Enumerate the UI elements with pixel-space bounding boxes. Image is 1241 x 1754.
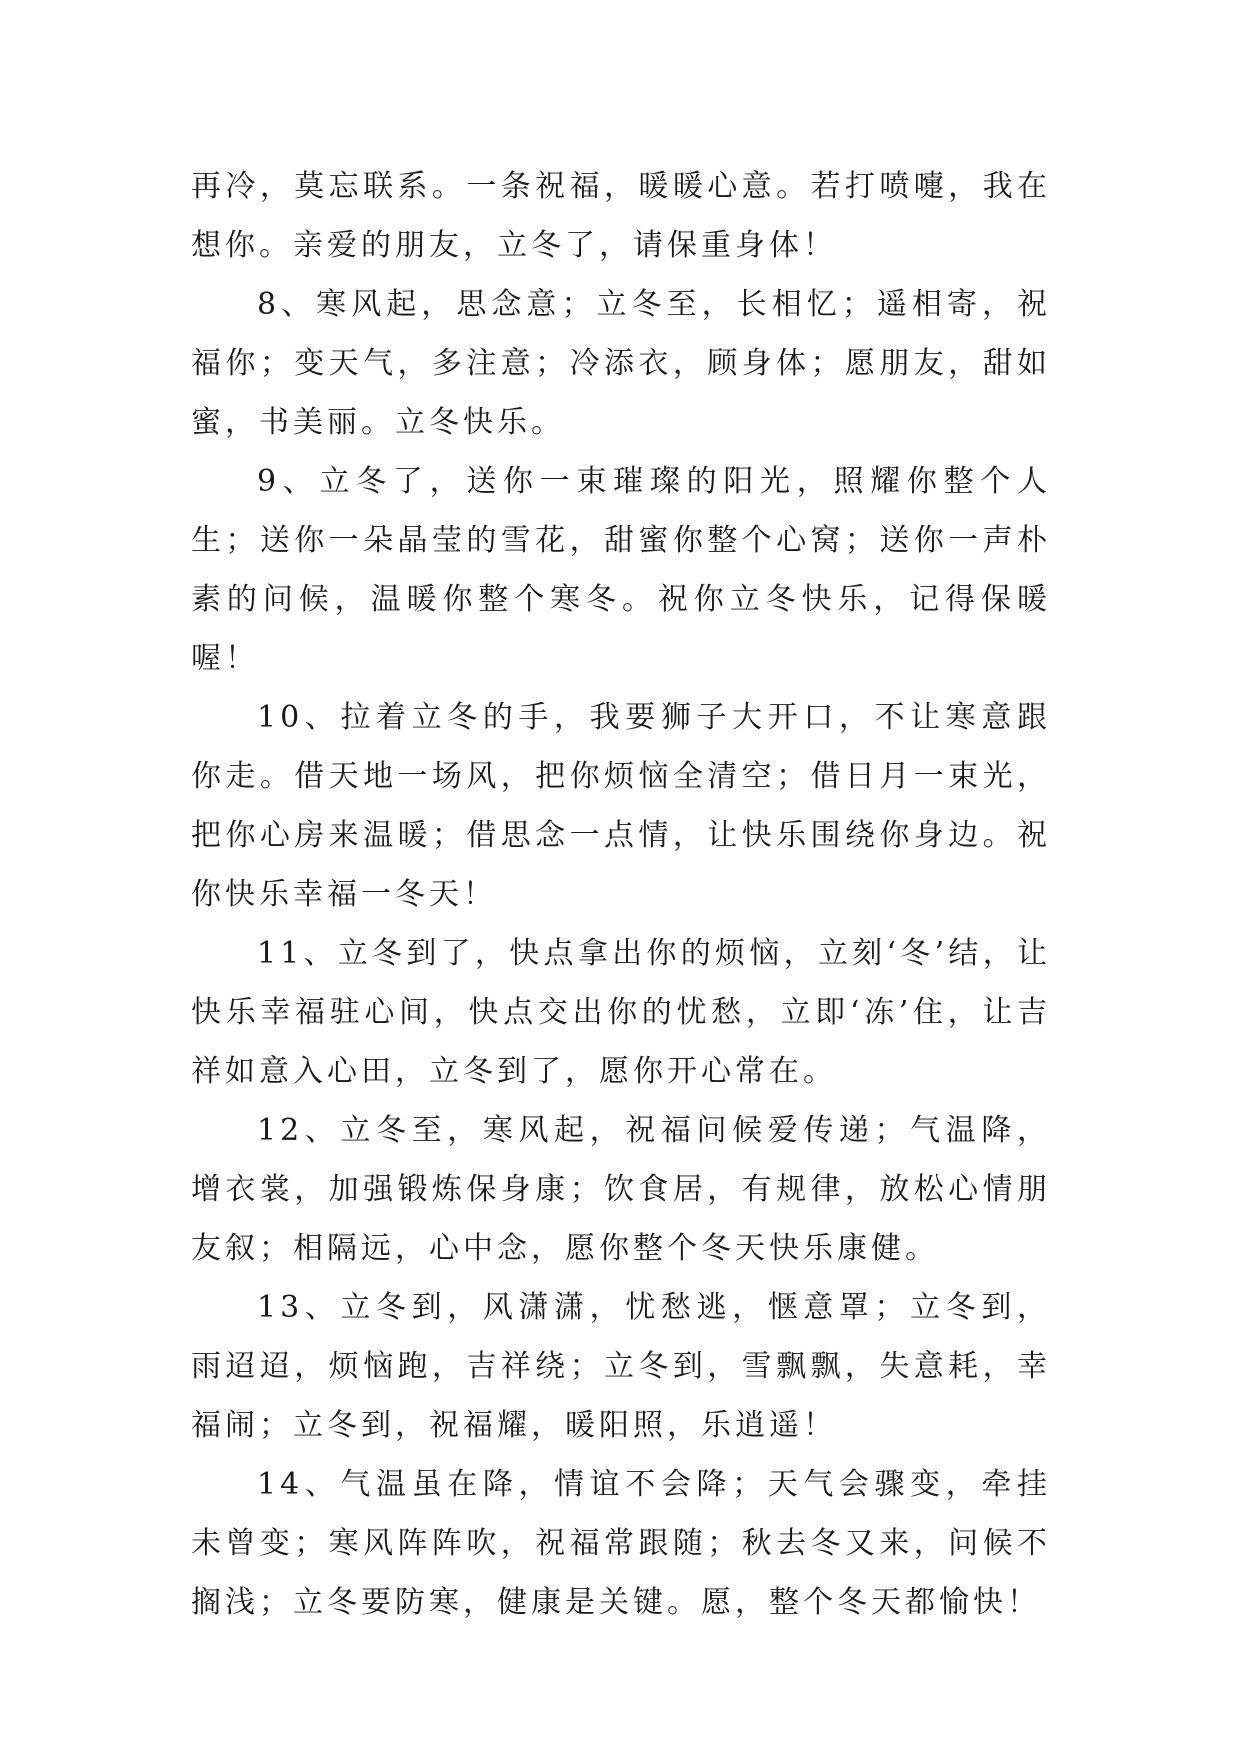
paragraph-11: 11、立冬到了，快点拿出你的烦恼，立刻‘冬’结，让快乐幸福驻心间，快点交出你的忧愁，立即‘冻’住，让吉祥如意入心田，立冬到了，愿你开心常在。 xyxy=(191,936,1051,1089)
paragraph-12: 12、立冬至，寒风起，祝福问候爱传递；气温降，增衣裳，加强锻炼保身康；饮食居，有规律，放松心情朋友叙；相隔远，心中念，愿你整个冬天快乐康健。 xyxy=(191,1113,1051,1266)
paragraph-14: 14、气温虽在降，情谊不会降；天气会骤变，牵挂未曾变；寒风阵阵吹，祝福常跟随；秋去冬又来，问候不搁浅；立冬要防寒，健康是关键。愿，整个冬天都愉快！ xyxy=(191,1467,1051,1620)
paragraph-8: 8、寒风起，思念意；立冬至，长相忆；遥相寄，祝福你；变天气，多注意；冷添衣，顾身体；愿朋友，甜如蜜，书美丽。立冬快乐。 xyxy=(191,287,1051,440)
paragraph-10: 10、拉着立冬的手，我要狮子大开口，不让寒意跟你走。借天地一场风，把你烦恼全清空；借日月一束光，把你心房来温暖；借思念一点情，让快乐围绕你身边。祝你快乐幸福一冬天！ xyxy=(191,700,1051,912)
paragraph-13: 13、立冬到，风潇潇，忧愁逃，惬意罩；立冬到，雨迢迢，烦恼跑，吉祥绕；立冬到，雪飘飘，失意耗，幸福闹；立冬到，祝福耀，暖阳照，乐逍遥！ xyxy=(191,1290,1051,1443)
paragraph-continuation: 再冷，莫忘联系。一条祝福，暖暖心意。若打喷嚏，我在想你。亲爱的朋友，立冬了，请保重身体！ xyxy=(191,169,1051,263)
document-body xyxy=(191,157,1051,1632)
paragraph-9: 9、立冬了，送你一束璀璨的阳光，照耀你整个人生；送你一朵晶莹的雪花，甜蜜你整个心窝；送你一声朴素的问候，温暖你整个寒冬。祝你立冬快乐，记得保暖喔！ xyxy=(191,464,1051,676)
